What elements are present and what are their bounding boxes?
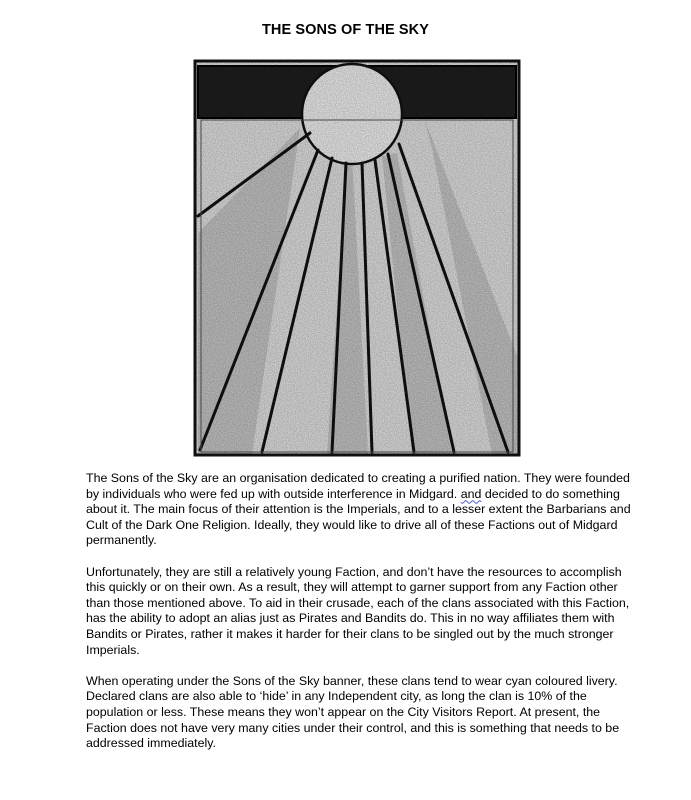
- paragraph-intro: The Sons of the Sky are an organisation dedicated to creating a purified nation. They were founded by individuals who were fed up with outside interference in Midgard. and decided to do something about it. The main focus of their attention is the Imperials, and to a lesser extent the Barbarians and Cult of the Dark One Religion. Ideally, they would like to drive all of these Factions out of Midgard permanently.: [86, 471, 631, 548]
- paragraph-support: Unfortunately, they are still a relatively young Faction, and don’t have the resources to accomplish this quickly or on their own. As a result, they will attempt to garner support from any Faction other than those mentioned above. To aid in their crusade, each of the clans associated with this Faction, has the ability to adopt an alias just as Pirates and Bandits do. This in no way affiliates them with Bandits or Pirates, rather it makes it harder for their clans to be singled out by the much stronger Imperials.: [86, 564, 630, 657]
- document-body: [86, 471, 631, 767]
- sun-rays-emblem-icon: [192, 58, 522, 458]
- paragraph-livery: When operating under the Sons of the Sky banner, these clans tend to wear cyan coloured livery. Declared clans are also able to ‘hide’ in any Independent city, as long the clan is 10% of the population or less. These means they won’t appear on the City Visitors Report. At present, the Faction does not have very many cities under their control, and this is something that needs to be addressed immediately.: [86, 673, 620, 751]
- spellcheck-flagged-word[interactable]: and: [460, 486, 482, 501]
- page-title: THE SONS OF THE SKY: [261, 22, 430, 38]
